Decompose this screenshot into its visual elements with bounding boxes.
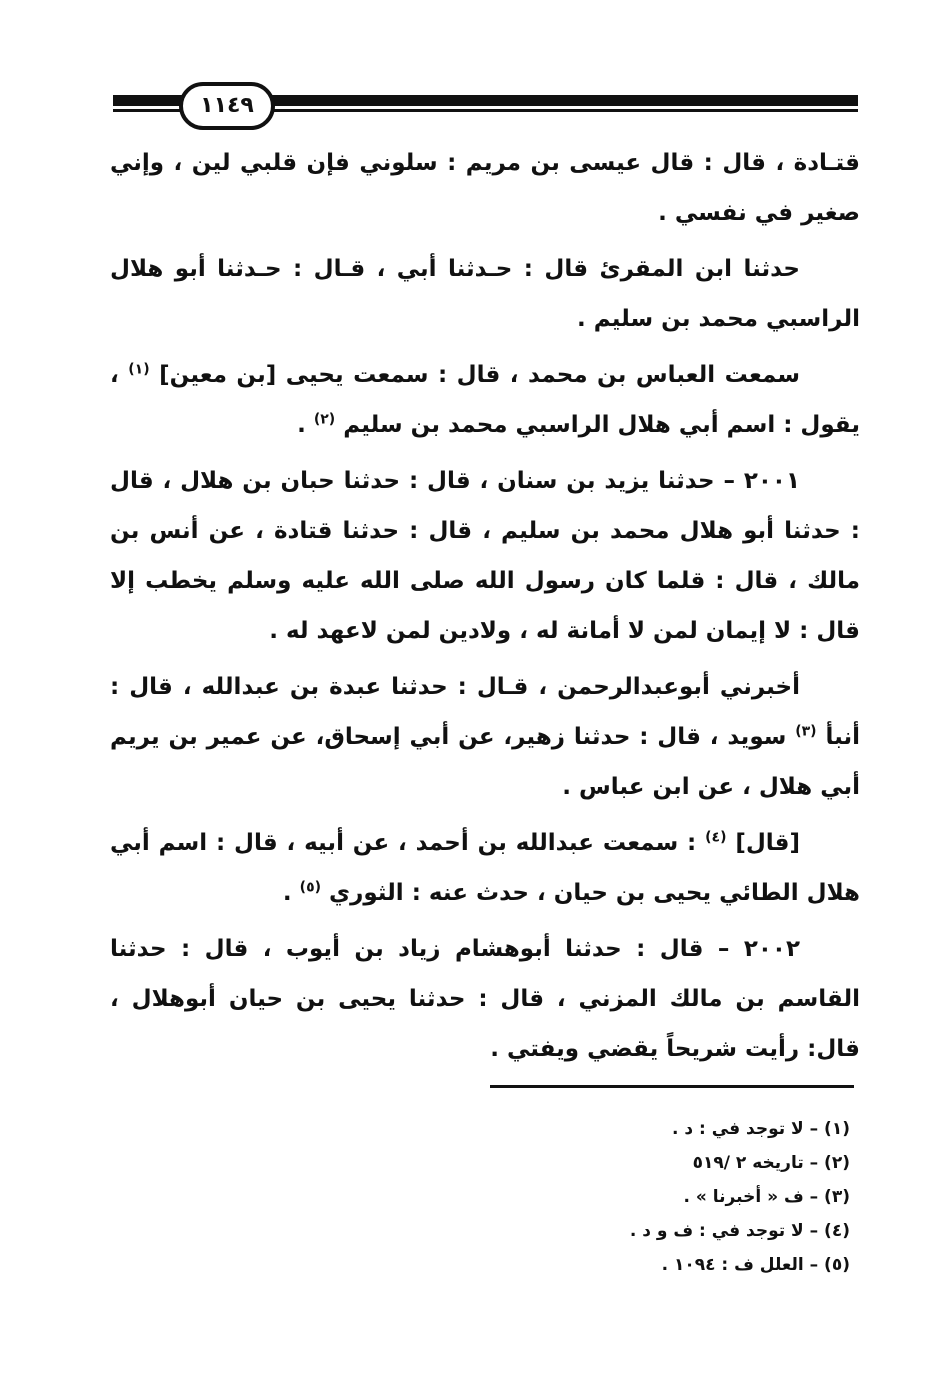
paragraph-5-mid: سويد ، قال : حدثنا زهير، عن أبي إسحاق، عن عمير بن يريم أبي هلال ، عن ابن عباس .: [110, 724, 860, 800]
footnote-separator: [490, 1085, 854, 1088]
paragraph-5: [110, 662, 860, 812]
paragraph-3-post: .: [297, 412, 306, 438]
paragraph-6-pre: [قال]: [735, 830, 800, 856]
paragraph-6-post: .: [282, 880, 292, 906]
page-number: ١١٤٩: [179, 82, 275, 130]
footnote-ref-5: (٥): [299, 879, 322, 896]
paragraph-5-pre: أخبرني أبوعبدالرحمن ، قـال : حدثنا عبدة بن عبدالله ، قال : أنبأ: [110, 674, 860, 750]
header-rule-right: [263, 95, 858, 106]
main-text: [110, 138, 860, 1080]
paragraph-3: [110, 350, 860, 450]
footnote-2: (٢) – تاريخه ٢ /٥١٩: [692, 1153, 850, 1173]
footnote-ref-4: (٤): [705, 829, 727, 846]
paragraph-3-pre: سمعت العباس بن محمد ، قال : سمعت يحيى [بن معين]: [159, 362, 800, 388]
footnote-ref-2: (٢): [313, 411, 336, 428]
paragraph-3-mid: ، يقول : اسم أبي هلال الراسبي محمد بن سليم: [110, 362, 860, 438]
paragraph-4: ٢٠٠١ – حدثنا يزيد بن سنان ، قال : حدثنا حبان بن هلال ، قال : حدثنا أبو هلال محمد بن سليم ، قال : حدثنا قتادة ، عن أنس بن مالك ، قال : قلما كان رسول الله صلى الله عليه وسلم يخطب إلا قال : لا إيمان لمن لا أمانة له ، ولادين لمن لاعهد له .: [110, 468, 860, 644]
paragraph-6-mid: : سمعت عبدالله بن أحمد ، عن أبيه ، قال : اسم أبي هلال الطائي يحيى بن حيان ، حدث عنه : الثوري: [110, 830, 860, 906]
paragraph-1: قتـادة ، قال : قال عيسى بن مريم : سلوني فإن قلبي لين ، وإني صغير في نفسي .: [110, 150, 860, 226]
header-rule-right-thin: [263, 109, 858, 112]
footnote-5: (٥) – العلل ف : ١٠٩٤ .: [661, 1255, 850, 1275]
page-header: [113, 82, 858, 130]
paragraph-6: [110, 818, 860, 918]
paragraph-2: حدثنا ابن المقرئ قال : حـدثنا أبي ، قـال : حـدثنا أبو هلال الراسبي محمد بن سليم .: [110, 256, 860, 332]
footnotes: [500, 1112, 850, 1282]
footnote-4: (٤) – لا توجد في : ف و د .: [629, 1221, 850, 1241]
footnote-1: (١) – لا توجد في : د .: [672, 1119, 850, 1139]
footnote-ref-3: (٣): [795, 723, 817, 740]
footnote-3: (٣) – ف « أخبرنا » .: [683, 1187, 850, 1207]
footnote-ref-1: (١): [128, 361, 150, 378]
paragraph-7: ٢٠٠٢ – قال : حدثنا أبوهشام زياد بن أيوب ، قال : حدثنا القاسم بن مالك المزني ، قال : حدثنا يحيى بن حيان أبوهلال ، قال: رأيت شريحاً يقضي ويفتي .: [110, 936, 860, 1062]
